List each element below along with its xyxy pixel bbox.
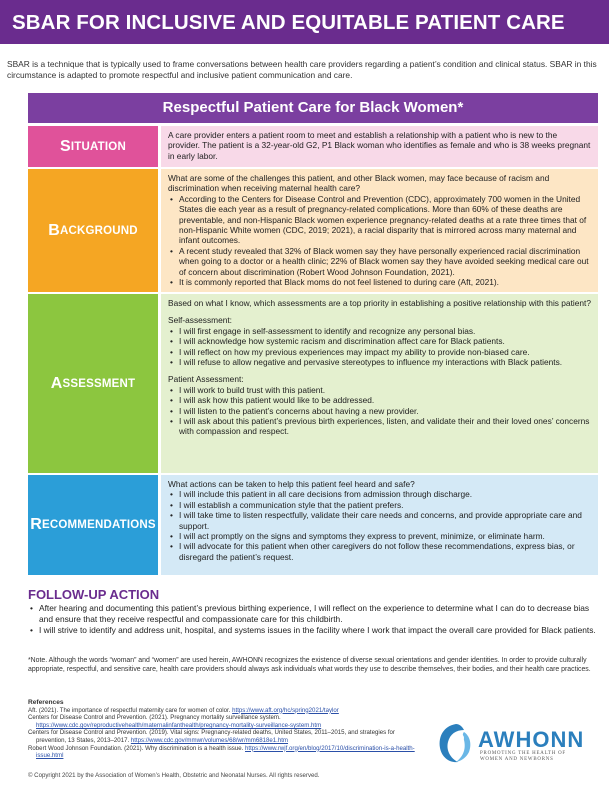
- patient-assessment-heading: Patient Assessment:: [168, 374, 244, 385]
- list-item: • It is commonly reported that Black moms do not feel listened to during care (Aft, 2021).: [168, 277, 591, 287]
- panel-title: Respectful Patient Care for Black Women*: [162, 99, 464, 116]
- follow-up-list: [28, 603, 598, 635]
- recommendations-label: [28, 475, 158, 575]
- situation-label: [28, 126, 158, 167]
- list-item: • I will strive to identify and address unit, hospital, and systems issues in the facility where I work that impact the overall care provided for Black patients.: [28, 625, 598, 636]
- assessment-label-rest: SSESSMENT: [62, 377, 136, 390]
- list-item: • A recent study revealed that 32% of Black women say they have personally experienced racial discrimination when going to a doctor or a health clinic; 22% of Black women say they have avoided seeking medical care out of concern about discrimination (Robert Wood Johnson Foundation, 2021).: [168, 246, 591, 277]
- background-content: [161, 169, 598, 292]
- reference-link[interactable]: https://www.aft.org/hc/spring2021/taylor: [232, 706, 339, 714]
- references-heading: References: [28, 699, 64, 706]
- reference-item: Centers for Disease Control and Prevention. (2019). Vital signs: Pregnancy-related deaths, United States, 2011–2015, and strategies for prevention, 13 States, 2013–2017. https://www.cdc.gov/mmwr/volumes/68/wr/mm6818e1.htm: [28, 729, 395, 744]
- list-item: • After hearing and documenting this patient’s previous birthing experience, I will reflect on the experience to determine what I can do to decrease bias and ensure that they receive respectful and compassionate care for this childbirth.: [28, 603, 598, 625]
- situation-content: [161, 126, 598, 167]
- self-assessment-list: [168, 326, 591, 368]
- background-label: [28, 169, 158, 292]
- list-item: • I will advocate for this patient when other caregivers do not follow these recommendations, express bias, or disregard the patient’s request.: [168, 541, 591, 562]
- intro-text: SBAR is a technique that is typically used to frame conversations between health care providers regarding a patient’s condition and clinical status. SBAR in this circumstance is adapted to promote respectful and inclusive patient communication and care.: [7, 59, 597, 80]
- situation-label-cap: S: [60, 137, 71, 155]
- recommendations-intro: What actions can be taken to help this patient feel heard and safe?: [168, 479, 415, 489]
- logo-mark-icon: [436, 722, 476, 764]
- copyright: © Copyright 2021 by the Association of Women’s Health, Obstetric and Neonatal Nurses. All rights reserved.: [28, 772, 320, 779]
- assessment-label: [28, 294, 158, 473]
- list-item: • I will ask how this patient would like to be addressed.: [168, 395, 591, 405]
- reference-link[interactable]: https://www.cdc.gov/mmwr/volumes/68/wr/mm6818e1.htm: [130, 736, 289, 744]
- reference-item: Centers for Disease Control and Prevention. (2021). Pregnancy mortality surveillance system. https://www.cdc.gov/reproductivehealth/maternalinfanthealth/pregnancy-mortality-surveillance-system.htm: [28, 714, 322, 729]
- page-title: SBAR FOR INCLUSIVE AND EQUITABLE PATIENT CARE: [12, 11, 565, 34]
- assessment-content: [161, 294, 598, 473]
- situation-text: A care provider enters a patient room to meet and establish a relationship with a patient who is new to the provider. The patient is a 32-year-old G2, P1 Black woman who identifies as female and who is 38 weeks pregnant in early labor.: [168, 130, 591, 161]
- title-bar: [0, 0, 609, 44]
- reference-item: Robert Wood Johnson Foundation. (2021). Why discrimination is a health issue. https://www.rwjf.org/en/blog/2017/10/discrimination-is-a-health-issue.html: [28, 744, 415, 760]
- list-item: • I will include this patient in all care decisions from admission through discharge.: [168, 489, 591, 499]
- recommendations-label-rest: ECOMMENDATIONS: [42, 519, 156, 531]
- panel-header: [28, 93, 598, 123]
- reference-link[interactable]: https://www.rwjf.org/en/blog/2017/10/discrimination-is-a-health-issue.html: [36, 744, 415, 760]
- recommendations-label-cap: R: [30, 516, 42, 533]
- footnote: *Note. Although the words “woman” and “women” are used herein, AWHONN recognizes the existence of diverse sexual orientations and gender identities. In order to provide culturally appropriate, respectful, and sensitive care, health care providers should always ask individuals what words they use to describe themselves, their bodies, and their health care practices.: [28, 657, 591, 673]
- background-list: [168, 194, 591, 288]
- list-item: • I will establish a communication style that the patient prefers.: [168, 500, 591, 510]
- awhonn-logo: [436, 722, 586, 766]
- reference-item: Aft. (2021). The importance of respectful maternity care for women of color. https://www.aft.org/hc/spring2021/taylor: [28, 706, 339, 714]
- assessment-label-cap: A: [50, 374, 63, 392]
- list-item: • I will acknowledge how systemic racism and discrimination affect care for Black patients.: [168, 336, 591, 346]
- list-item: • I will work to build trust with this patient.: [168, 385, 591, 395]
- list-item: • I will reflect on how my previous experiences may impact my ability to provide non-biased care.: [168, 347, 591, 357]
- list-item: • I will ask about this patient’s previous birth experiences, listen, and validate their and their loved ones’ concerns with compassion and respect.: [168, 416, 591, 437]
- situation-label-rest: ITUATION: [70, 140, 126, 153]
- background-label-cap: B: [48, 221, 60, 239]
- patient-assessment-list: [168, 385, 591, 437]
- assessment-intro: Based on what I know, which assessments are a top priority in establishing a positive relationship with this patient?: [168, 298, 591, 308]
- list-item: • I will refuse to allow negative and pervasive stereotypes to influence my interactions with Black patients.: [168, 357, 591, 367]
- follow-up-title: FOLLOW-UP ACTION: [28, 587, 160, 602]
- background-label-rest: ACKGROUND: [59, 224, 138, 237]
- logo-tagline: PROMOTING THE HEALTH OF WOMEN AND NEWBORNS: [480, 751, 566, 762]
- references: [28, 699, 423, 760]
- background-intro: What are some of the challenges this patient, and other Black women, may face because of racism and discrimination when receiving maternal health care?: [168, 173, 550, 194]
- list-item: • I will listen to the patient’s concerns about having a new provider.: [168, 406, 591, 416]
- list-item: • I will take time to listen respectfully, validate their care needs and concerns, and provide appropriate care and support.: [168, 510, 591, 531]
- reference-link[interactable]: https://www.cdc.gov/reproductivehealth/maternalinfanthealth/pregnancy-mortality-surveillance-system.htm: [36, 721, 322, 729]
- list-item: • I will act promptly on the signs and symptoms they express to prevent, minimize, or eliminate harm.: [168, 531, 591, 541]
- recommendations-list: [168, 489, 591, 562]
- situation-row: [28, 126, 598, 167]
- background-row: [28, 169, 598, 292]
- list-item: • I will first engage in self-assessment to identify and recognize any personal bias.: [168, 326, 591, 336]
- assessment-row: [28, 294, 598, 473]
- recommendations-content: [161, 475, 598, 575]
- recommendations-row: [28, 475, 598, 575]
- self-assessment-heading: Self-assessment:: [168, 315, 232, 326]
- list-item: • According to the Centers for Disease Control and Prevention (CDC), approximately 700 women in the United States die each year as a result of pregnancy-related complications. More than 60% of these deaths are preventable, and non-Hispanic Black women experience pregnancy-related deaths at a rate three times that of non-Hispanic White women (CDC, 2019; 2021), a racial disparity that is mirrored across many maternal and infant outcomes.: [168, 194, 591, 246]
- logo-text: AWHONN: [478, 727, 585, 752]
